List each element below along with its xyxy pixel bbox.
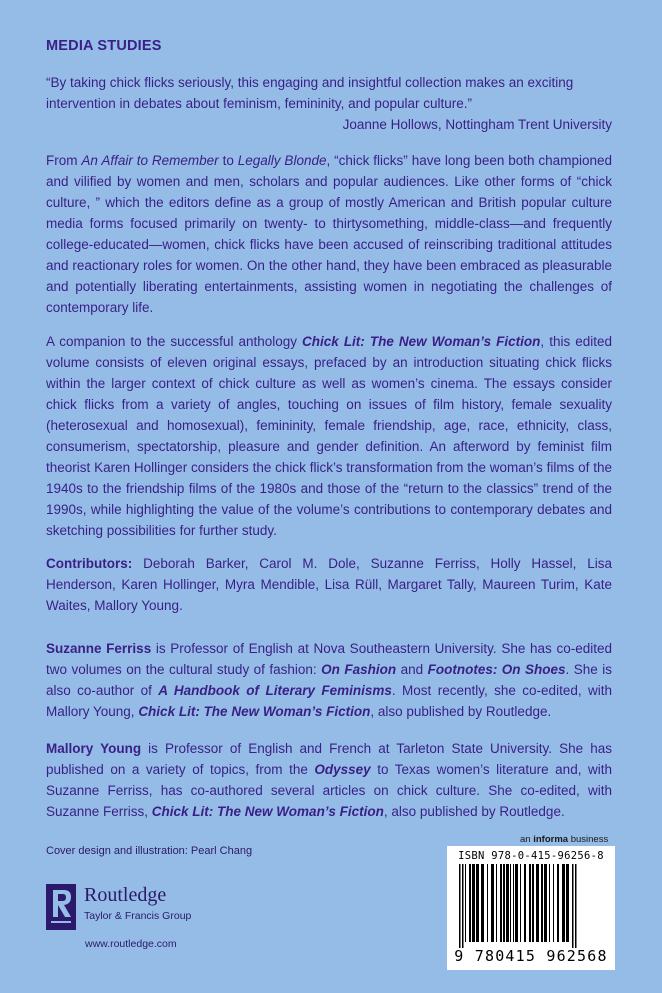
publisher-name: Routledge [84, 884, 167, 906]
barcode-bar [562, 864, 565, 942]
text-run: and [396, 662, 428, 677]
editor-bio-young [46, 738, 612, 822]
barcode-bar [532, 864, 534, 942]
barcode-bar [487, 864, 488, 942]
barcode-bar [575, 864, 577, 948]
blurb-attribution: Joanne Hollows, Nottingham Trent University [342, 117, 612, 132]
barcode-bar [472, 864, 475, 942]
barcode-bar [557, 864, 559, 942]
text-run: , also published by Routledge. [383, 804, 565, 819]
text-run: , this edited volume consists of eleven original essays, prefaced by an introduction situating chick flicks within the larger context of chick culture as well as women’s cinema. The essays consider chick flicks from a variety of angles, touching on issues of film history, female sexuality (heterosexual and homosexual), femininity, female friendship, age, race, ethnicity, class, consumerism, spectatorship, pleasure and gender definition. An afterword by feminist film theorist Karen Hollinger considers the chick flick’s transformation from the woman’s films of the 1940s to the friendship films of the 1980s and those of the “return to the classics” trend of the 1990s, while highlighting the value of the volume’s contributions to contemporary debates and sketching possibilities for further study. [46, 334, 613, 538]
barcode-bar [566, 864, 569, 942]
text-run: From [46, 153, 82, 168]
contributors-paragraph [46, 553, 612, 616]
barcode-bar [513, 864, 514, 942]
text-run: to Texas women’s literature and, with Suzanne Ferriss, has co-authored several articles on chick culture. She co-edited, with Suzanne Ferriss, [46, 762, 612, 819]
barcode-bar [476, 864, 479, 942]
informa-brand: informa [533, 834, 569, 845]
barcode-bar [536, 864, 539, 942]
barcode-bar [491, 864, 494, 942]
barcode-bar [496, 864, 497, 942]
barcode-bar [506, 864, 509, 942]
barcode-bar [572, 864, 574, 948]
text-run: to [218, 153, 238, 168]
text-run: A companion to the successful anthology [46, 334, 303, 349]
barcode-bar [544, 864, 547, 942]
book-title: Chick Lit: The New Woman’s Fiction [302, 334, 541, 349]
book-title: A Handbook of Literary Feminisms [158, 683, 392, 698]
book-title: Odyssey [314, 762, 371, 777]
cover-credit: Cover design and illustration: Pearl Chang [46, 845, 253, 857]
editor-name: Mallory Young [46, 741, 142, 756]
isbn-barcode [447, 846, 615, 970]
informa-business [520, 834, 608, 845]
barcode-digits: 9 780415 962568 [454, 947, 608, 965]
barcode-bar [553, 864, 554, 942]
publisher-group: Taylor & Francis Group [84, 910, 192, 922]
text-run: . Most recently, she co-edited, with Mallory Young, [46, 683, 612, 719]
description-paragraph-2 [46, 331, 612, 541]
film-title: Legally Blonde [237, 153, 327, 168]
editor-name: Suzanne Ferriss [46, 641, 152, 656]
informa-suffix: business [568, 834, 609, 845]
book-title: Footnotes: On Shoes [427, 662, 566, 677]
film-title: An Affair to Remember [81, 153, 219, 168]
text-run: , “chick flicks” have long been both championed and vilified by women and men, scholars and popular audiences. Like other forms of “chick culture, ” which the editors define as a group of mostly American and British popular culture media forms focused primarily on twenty- to thirtysomething, middle-class—and frequently college-educated—women, chick flicks have been accused of reinscribing traditional attitudes and reactionary roles for women. On the other hand, they have been embraced as pleasurable and potentially liberating entertainments, assisting women in negotiating the challenges of contemporary life. [46, 153, 612, 315]
description-paragraph-1 [46, 150, 612, 318]
barcode-bar [503, 864, 505, 942]
barcode-bar [469, 864, 471, 942]
barcode-bar [549, 864, 550, 942]
barcode-bar [500, 864, 502, 942]
book-title: Chick Lit: The New Woman’s Fiction [151, 804, 384, 819]
barcode-bars [451, 864, 611, 948]
text-run: . She is also co-author of [46, 662, 612, 698]
barcode-bar [465, 864, 466, 942]
text-run: is Professor of English at Nova Southeastern University. She has co-edited two volumes on the cultural study of fashion: [46, 641, 612, 677]
barcode-bar [515, 864, 518, 942]
barcode-bar [541, 864, 543, 942]
review-blurb [46, 72, 612, 135]
publisher-website: www.routledge.com [85, 938, 177, 950]
informa-prefix: an [520, 834, 534, 845]
contributors-names: Deborah Barker, Carol M. Dole, Suzanne Ferriss, Holly Hassel, Lisa Henderson, Karen Hollinger, Myra Mendible, Lisa Rüll, Margaret Tally, Maureen Turim, Kate Waites, Mallory Young. [46, 556, 612, 613]
barcode-bar [520, 864, 521, 942]
barcode-bar [529, 864, 531, 942]
barcode-bar [510, 864, 511, 942]
isbn-label: ISBN 978-0-415-96256-8 [458, 850, 604, 862]
barcode-bar [481, 864, 484, 942]
contributors-label: Contributors: [46, 556, 133, 571]
barcode-bar [462, 864, 464, 948]
category-label: MEDIA STUDIES [46, 38, 162, 54]
blurb-quote: “By taking chick flicks seriously, this engaging and insightful collection makes an exciting intervention in debates about feminism, femininity, and popular culture.” [46, 75, 574, 111]
book-title: On Fashion [321, 662, 397, 677]
text-run: is Professor of English and French at Tarleton State University. She has published on a variety of topics, from the [46, 741, 612, 777]
book-title: Chick Lit: The New Woman’s Fiction [138, 704, 371, 719]
barcode-bar [524, 864, 526, 942]
editor-bio-ferriss [46, 638, 612, 722]
text-run: , also published by Routledge. [370, 704, 552, 719]
publisher-logo [46, 884, 216, 934]
barcode-bar [459, 864, 461, 948]
routledge-logo-icon [46, 884, 76, 930]
